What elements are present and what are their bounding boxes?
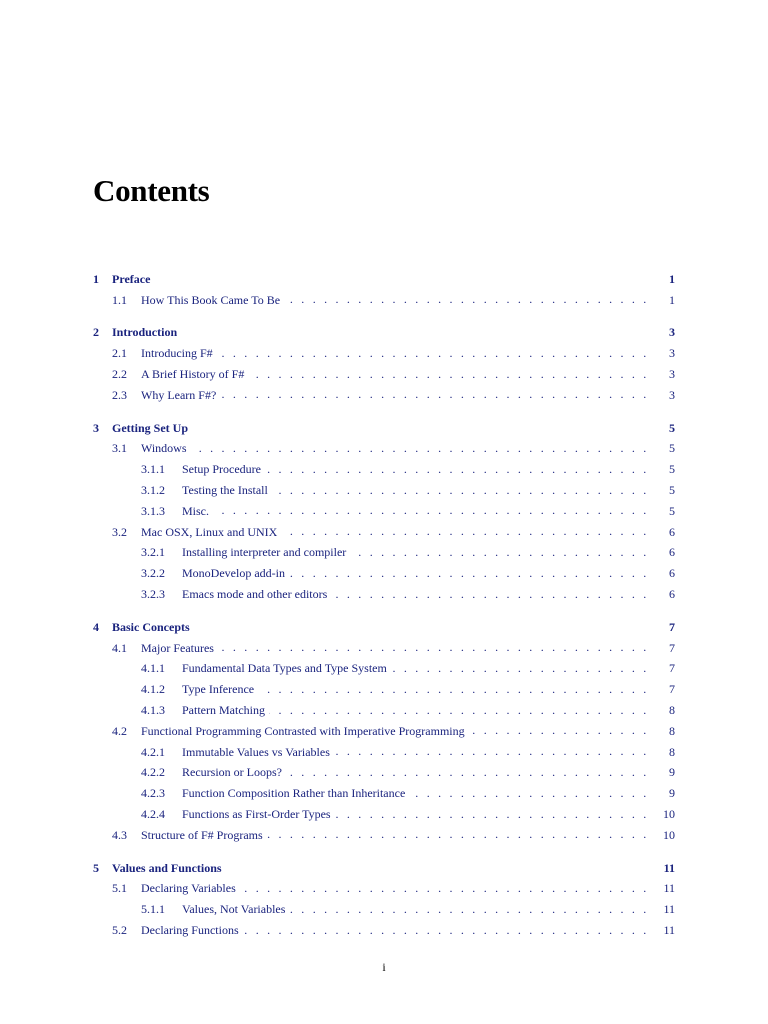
toc-entry-page: 9 xyxy=(669,786,675,801)
toc-entry-page: 1 xyxy=(669,292,675,307)
toc-entry-chapter[interactable] xyxy=(93,617,675,638)
toc-entry-page: 5 xyxy=(669,441,675,456)
toc-entry-section[interactable] xyxy=(93,439,675,460)
toc-entry-page: 7 xyxy=(669,640,675,655)
toc-entry-page: 6 xyxy=(669,545,675,560)
toc-chapter-block xyxy=(93,418,675,605)
dot-leader xyxy=(334,745,649,759)
toc-entry-page: 7 xyxy=(669,619,675,634)
toc-entry-number: 3.2.1 xyxy=(141,545,165,560)
toc-entry-page: 10 xyxy=(663,827,675,842)
toc-entry-number: 5.1 xyxy=(112,881,127,896)
toc-entry-page: 5 xyxy=(669,462,675,477)
dot-leader xyxy=(289,567,649,581)
dot-leader xyxy=(350,546,649,560)
toc-entry-number: 4.2.2 xyxy=(141,765,165,780)
toc-entry-number: 4.2 xyxy=(112,723,127,738)
toc-entry-section[interactable] xyxy=(93,879,675,900)
toc-entry-number: 3.1.3 xyxy=(141,503,165,518)
dot-leader xyxy=(272,484,649,498)
toc-entry-title: Fundamental Data Types and Type System xyxy=(182,661,391,676)
dot-leader xyxy=(281,525,649,539)
dot-leader xyxy=(269,704,649,718)
toc-entry-title: Why Learn F#? xyxy=(141,388,220,403)
dot-leader xyxy=(248,368,649,382)
toc-entry-page: 8 xyxy=(669,723,675,738)
toc-entry-title: Declaring Variables xyxy=(141,881,240,896)
toc-entry-number: 4.2.3 xyxy=(141,786,165,801)
toc-entry-title: Installing interpreter and compiler xyxy=(182,545,350,560)
toc-entry-title: Functions as First-Order Types xyxy=(182,807,335,822)
toc-entry-title: Recursion or Loops? xyxy=(182,765,286,780)
toc-entry-page: 6 xyxy=(669,587,675,602)
toc-entry-chapter[interactable] xyxy=(93,323,675,344)
toc-entry-section[interactable] xyxy=(93,721,675,742)
toc-entry-number: 2 xyxy=(93,325,99,340)
toc-entry-number: 3.2 xyxy=(112,524,127,539)
toc-entry-subsection[interactable] xyxy=(93,804,675,825)
toc-entry-number: 5 xyxy=(93,860,99,875)
toc-entry-chapter[interactable] xyxy=(93,858,675,879)
toc-entry-title: Introducing F# xyxy=(141,346,217,361)
dot-leader xyxy=(191,442,649,456)
toc-entry-section[interactable] xyxy=(93,343,675,364)
toc-entry-subsection[interactable] xyxy=(93,584,675,605)
toc-entry-title: Pattern Matching xyxy=(182,703,269,718)
dot-leader xyxy=(265,463,649,477)
toc-entry-subsection[interactable] xyxy=(93,501,675,522)
dot-leader xyxy=(335,808,649,822)
toc-entry-page: 5 xyxy=(669,420,675,435)
toc-chapter-block xyxy=(93,323,675,406)
toc-entry-page: 8 xyxy=(669,703,675,718)
dot-leader xyxy=(192,421,649,435)
dot-leader xyxy=(331,588,649,602)
dot-leader xyxy=(213,504,649,518)
toc-entry-page: 7 xyxy=(669,661,675,676)
toc-entry-chapter[interactable] xyxy=(93,269,675,290)
toc-entry-title: Major Features xyxy=(141,641,218,656)
toc-entry-subsection[interactable] xyxy=(93,459,675,480)
dot-leader xyxy=(154,272,649,286)
toc-entry-number: 4.2.1 xyxy=(141,744,165,759)
toc-entry-section[interactable] xyxy=(93,522,675,543)
toc-entry-title: Preface xyxy=(112,272,154,287)
toc-chapter-block xyxy=(93,269,675,311)
dot-leader xyxy=(240,882,649,896)
toc-entry-page: 11 xyxy=(663,860,675,875)
dot-leader xyxy=(286,766,649,780)
toc-entry-number: 4.1.1 xyxy=(141,661,165,676)
dot-leader xyxy=(181,326,649,340)
toc-entry-subsection[interactable] xyxy=(93,899,675,920)
toc-entry-title: MonoDevelop add-in xyxy=(182,566,289,581)
toc-entry-page: 11 xyxy=(663,881,675,896)
toc-entry-title: Mac OSX, Linux and UNIX xyxy=(141,525,281,540)
toc-entry-title: Structure of F# Programs xyxy=(141,828,267,843)
dot-leader xyxy=(226,861,649,875)
toc-entry-subsection[interactable] xyxy=(93,700,675,721)
dot-leader xyxy=(409,787,649,801)
toc-entry-section[interactable] xyxy=(93,290,675,311)
dot-leader xyxy=(258,683,649,697)
toc-entry-number: 1.1 xyxy=(112,292,127,307)
dot-leader xyxy=(267,828,649,842)
toc-entry-page: 11 xyxy=(663,902,675,917)
toc-entry-subsection[interactable] xyxy=(93,480,675,501)
toc-entry-number: 3.2.3 xyxy=(141,587,165,602)
toc-entry-title: Functional Programming Contrasted with Imperative Programming xyxy=(141,724,469,739)
dot-leader xyxy=(218,641,649,655)
page-number-footer: i xyxy=(382,960,386,974)
dot-leader xyxy=(243,924,649,938)
toc-entry-section[interactable] xyxy=(93,385,675,406)
toc-entry-subsection[interactable] xyxy=(93,543,675,564)
toc-entry-number: 4 xyxy=(93,619,99,634)
toc-entry-page: 7 xyxy=(669,682,675,697)
toc-entry-number: 2.2 xyxy=(112,367,127,382)
toc-entry-title: Function Composition Rather than Inheritance xyxy=(182,786,409,801)
toc-entry-number: 3.1 xyxy=(112,441,127,456)
toc-entry-title: Emacs mode and other editors xyxy=(182,587,331,602)
toc-entry-number: 3 xyxy=(93,420,99,435)
table-of-contents xyxy=(93,269,675,953)
toc-entry-subsection[interactable] xyxy=(93,659,675,680)
dot-leader xyxy=(220,388,649,402)
toc-entry-title: How This Book Came To Be xyxy=(141,293,284,308)
toc-entry-number: 5.1.1 xyxy=(141,902,165,917)
toc-entry-page: 3 xyxy=(669,325,675,340)
toc-entry-number: 2.3 xyxy=(112,387,127,402)
toc-entry-section[interactable] xyxy=(93,638,675,659)
toc-entry-title: Values, Not Variables xyxy=(182,902,289,917)
toc-entry-title: Values and Functions xyxy=(112,861,226,876)
toc-entry-number: 2.1 xyxy=(112,346,127,361)
toc-entry-number: 5.2 xyxy=(112,923,127,937)
toc-entry-page: 3 xyxy=(669,346,675,361)
toc-entry-page: 1 xyxy=(669,271,675,286)
toc-entry-number: 4.1.2 xyxy=(141,682,165,697)
toc-entry-title: Introduction xyxy=(112,325,181,340)
toc-entry-page: 8 xyxy=(669,744,675,759)
toc-entry-page: 5 xyxy=(669,503,675,518)
toc-entry-page: 10 xyxy=(663,807,675,822)
dot-leader xyxy=(217,347,649,361)
toc-entry-title: Misc. xyxy=(182,504,213,519)
toc-entry-section[interactable] xyxy=(93,364,675,385)
toc-chapter-block xyxy=(93,858,675,941)
toc-entry-page: 9 xyxy=(669,765,675,780)
toc-entry-title: Setup Procedure xyxy=(182,462,265,477)
toc-entry-subsection[interactable] xyxy=(93,563,675,584)
dot-leader xyxy=(284,293,649,307)
dot-leader xyxy=(194,620,649,634)
toc-entry-subsection[interactable] xyxy=(93,783,675,804)
toc-entry-number: 4.1.3 xyxy=(141,703,165,718)
toc-entry-number: 3.1.2 xyxy=(141,483,165,498)
toc-entry-page: 3 xyxy=(669,387,675,402)
toc-entry-title: Getting Set Up xyxy=(112,421,192,436)
page-title: Contents xyxy=(93,173,210,208)
toc-entry-title: Type Inference xyxy=(182,682,258,697)
toc-entry-page: 11 xyxy=(663,923,675,937)
toc-entry-page: 3 xyxy=(669,367,675,382)
toc-entry-title: Immutable Values vs Variables xyxy=(182,745,334,760)
toc-entry-title: Testing the Install xyxy=(182,483,272,498)
toc-entry-subsection[interactable] xyxy=(93,679,675,700)
toc-entry-title: Declaring Functions xyxy=(141,923,243,938)
toc-entry-chapter[interactable] xyxy=(93,418,675,439)
toc-entry-title: Basic Concepts xyxy=(112,620,194,635)
toc-entry-number: 3.1.1 xyxy=(141,462,165,477)
toc-entry-title: A Brief History of F# xyxy=(141,367,248,382)
toc-entry-section[interactable] xyxy=(93,920,675,941)
dot-leader xyxy=(469,724,649,738)
toc-entry-number: 4.3 xyxy=(112,827,127,842)
toc-entry-page: 5 xyxy=(669,483,675,498)
toc-entry-number: 3.2.2 xyxy=(141,566,165,581)
toc-entry-number: 1 xyxy=(93,271,99,286)
toc-entry-page: 6 xyxy=(669,566,675,581)
toc-chapter-block xyxy=(93,617,675,846)
toc-entry-number: 4.2.4 xyxy=(141,807,165,822)
toc-entry-page: 6 xyxy=(669,524,675,539)
toc-entry-section[interactable] xyxy=(93,825,675,846)
dot-leader xyxy=(391,662,649,676)
toc-entry-subsection[interactable] xyxy=(93,763,675,784)
toc-entry-subsection[interactable] xyxy=(93,742,675,763)
dot-leader xyxy=(289,903,649,917)
toc-entry-number: 4.1 xyxy=(112,640,127,655)
toc-entry-title: Windows xyxy=(141,441,191,456)
